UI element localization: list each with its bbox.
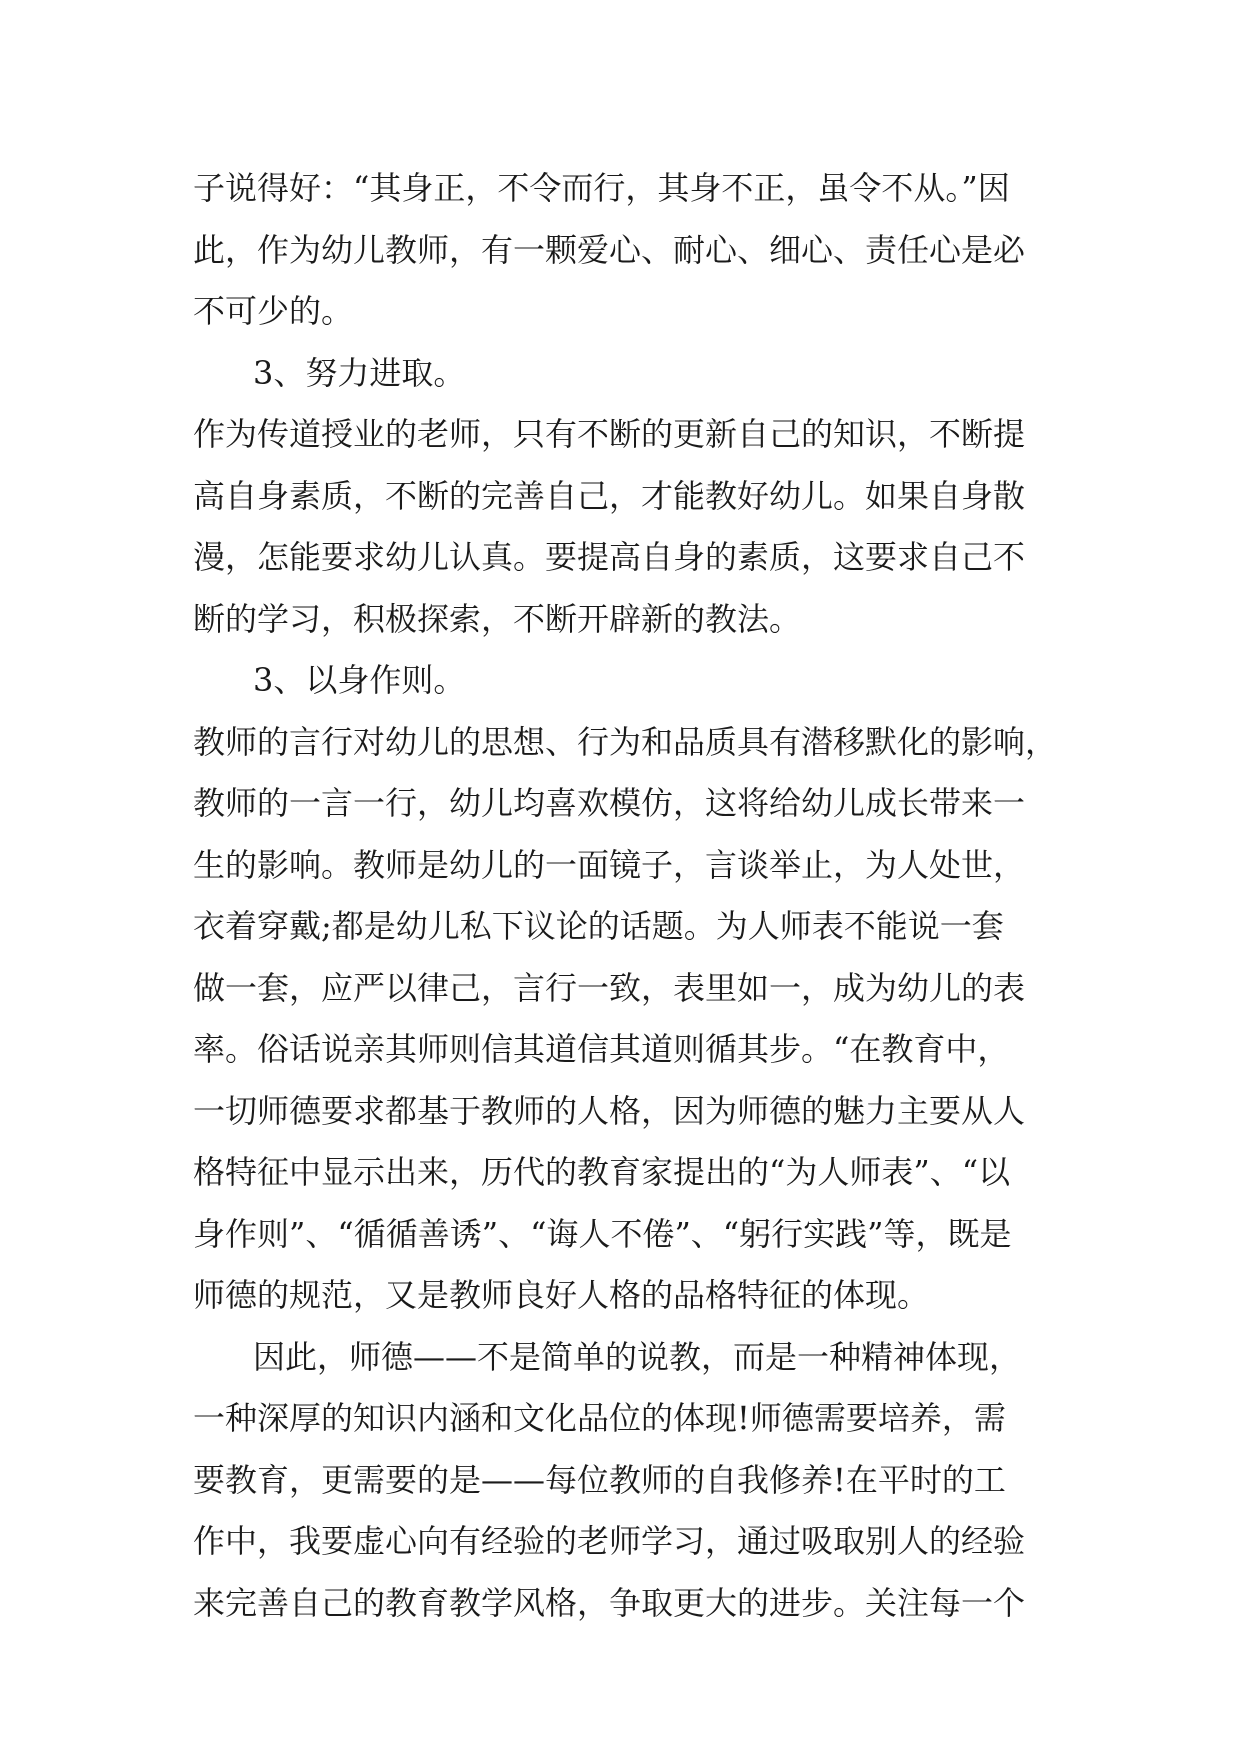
text-line: 师德的规范，又是教师良好人格的品格特征的体现。 xyxy=(193,1276,930,1314)
text-line: 教师的言行对幼儿的思想、行为和品质具有潜移默化的影响， xyxy=(193,722,1058,761)
text-line: 因此，师德——不是简单的说教，而是一种精神体现， xyxy=(253,1337,1022,1376)
text-line: 子说得好：“其身正，不令而行，其身不正，虽令不从。”因 xyxy=(193,169,1010,207)
text-line: 3、以身作则。 xyxy=(253,661,466,699)
text-line: 断的学习，积极探索，不断开辟新的教法。 xyxy=(193,599,802,638)
text-line: 一种深厚的知识内涵和文化品位的体现!师德需要培养，需 xyxy=(193,1399,1006,1437)
text-line: 此，作为幼儿教师，有一颗爱心、耐心、细心、责任心是必 xyxy=(193,230,1026,269)
text-line: 高自身素质，不断的完善自己，才能教好幼儿。如果自身散 xyxy=(193,476,1026,515)
text-line: 身作则”、“循循善诱”、“诲人不倦”、“躬行实践”等，既是 xyxy=(193,1214,1012,1253)
text-line: 衣着穿戴;都是幼儿私下议论的话题。为人师表不能说一套 xyxy=(193,907,1004,945)
text-line: 漫，怎能要求幼儿认真。要提高自身的素质，这要求自己不 xyxy=(193,538,1026,576)
text-line: 教师的一言一行，幼儿均喜欢模仿，这将给幼儿成长带来一 xyxy=(193,784,1026,822)
text-line: 不可少的。 xyxy=(193,292,354,330)
text-line: 率。俗话说亲其师则信其道信其道则循其步。“在教育中， xyxy=(193,1030,1010,1068)
text-line: 作中，我要虚心向有经验的老师学习，通过吸取别人的经验 xyxy=(193,1522,1026,1560)
text-line: 3、努力进取。 xyxy=(253,353,466,392)
text-line: 来完善自己的教育教学风格，争取更大的进步。关注每一个 xyxy=(193,1583,1026,1622)
text-line: 做一套，应严以律己，言行一致，表里如一，成为幼儿的表 xyxy=(193,968,1026,1007)
text-line: 要教育，更需要的是——每位教师的自我修养!在平时的工 xyxy=(193,1460,1006,1499)
text-line: 作为传道授业的老师，只有不断的更新自己的知识，不断提 xyxy=(193,415,1026,453)
text-line: 生的影响。教师是幼儿的一面镜子，言谈举止，为人处世， xyxy=(193,845,1026,884)
document-body xyxy=(193,158,1063,1634)
text-line: 格特征中显示出来，历代的教育家提出的“为人师表”、“以 xyxy=(193,1153,1011,1191)
text-line: 一切师德要求都基于教师的人格，因为师德的魅力主要从人 xyxy=(193,1091,1026,1130)
